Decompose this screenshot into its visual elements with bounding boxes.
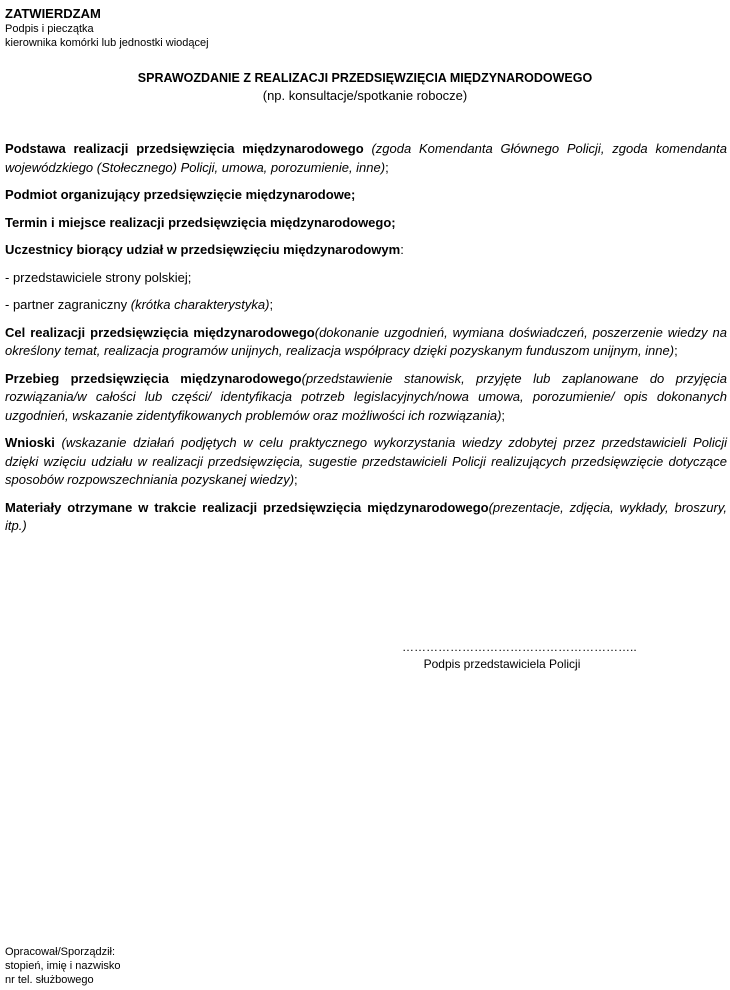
prepared-by-label: Opracował/Sporządził: xyxy=(5,946,116,958)
approval-title: ZATWIERDZAM xyxy=(5,6,101,21)
section-description: (dokonanie uzgodnień, wymiana doświadczeń, poszerzenie wiedzy na określony temat, realizacja programów unijnych, realizacja współpracy dzięki pozyskanym funduszom unijnym, inne) xyxy=(5,324,727,358)
section-date-place xyxy=(5,214,727,233)
section-description: (przedstawienie stanowisk, przyjęte lub zaplanowane do przyjęcia rozwiązania/w całości lub części/ identyfikacja potrzeb legislacyjnych/nowa umowa, porozumienie/ opis dokonanych uzgodnień, wskazanie zidentyfikowanych problemów oraz możliwości ich rozwiązania) xyxy=(5,370,727,423)
document-title: SPRAWOZDANIE Z REALIZACJI PRZEDSIĘWZIĘCIA MIĘDZYNARODOWEGO xyxy=(137,71,593,85)
section-course: Przebieg przedsięwzięcia międzynarodowego(przedstawienie stanowisk, przyjęte lub zaplanowane do przyjęcia rozwiązania/w całości lub części/ identyfikacja potrzeb legislacyjnych/nowa umowa, porozumienie/ opis dokonanych uzgodnień, wskazanie zidentyfikowanych problemów oraz możliwości ich rozwiązania); xyxy=(5,370,727,423)
approval-block xyxy=(5,6,209,50)
section-label: Przebieg przedsięwzięcia międzynarodowego xyxy=(5,370,302,386)
section-goal: Cel realizacji przedsięwzięcia międzynarodowego(dokonanie uzgodnień, wymiana doświadczeń, poszerzenie wiedzy na określony temat, realizacja programów unijnych, realizacja współpracy dzięki pozyskanym funduszom unijnym, inne); xyxy=(5,324,727,358)
section-description: (krótka charakterystyka) xyxy=(130,297,270,312)
section-label: Cel realizacji przedsięwzięcia międzynarodowego xyxy=(5,324,315,340)
list-item: - partner zagraniczny xyxy=(5,297,131,312)
section-participants: Uczestnicy biorący udział w przedsięwzięciu międzynarodowym: xyxy=(5,242,404,257)
section-description: (wskazanie działań podjętych w celu praktycznego wykorzystania wiedzy zdobytej przez przedstawicieli Policji dzięki wzięciu udziału w realizacji przedsięwzięcia, sugestie przedstawicieli Policji realizujących przedsięwzięcie dotyczące sposobów rozpowszechniania pozyskanej wiedzy) xyxy=(5,435,727,487)
section-label: Materiały otrzymane w trakcie realizacji przedsięwzięcia międzynarodowego xyxy=(5,499,489,515)
section-label: Podmiot organizujący przedsięwzięcie międzynarodowe; xyxy=(5,187,356,202)
prepared-by-name-line: stopień, imię i nazwisko xyxy=(5,960,121,972)
police-signature-block xyxy=(402,640,637,672)
section-legal-basis: Podstawa realizacji przedsięwzięcia międzynarodowego (zgoda Komendanta Głównego Policji, zgoda komendanta wojewódzkiego (Stołecznego) Policji, umowa, porozumienie, inne); xyxy=(5,141,728,175)
section-label: Uczestnicy biorący udział w przedsięwzięciu międzynarodowym xyxy=(5,242,401,257)
section-materials xyxy=(5,499,727,536)
prepared-by-block xyxy=(5,945,121,987)
signature-line: ………………………………………………….. xyxy=(402,640,637,654)
prepared-by-phone-line: nr tel. służbowego xyxy=(5,974,94,986)
section-foreign-partner: - partner zagraniczny (krótka charakterystyka); xyxy=(5,297,274,312)
section-label: Podstawa realizacji przedsięwzięcia międzynarodowego xyxy=(5,141,364,156)
section-polish-side xyxy=(5,269,727,288)
section-description: (zgoda Komendanta Głównego Policji, zgoda komendanta wojewódzkiego (Stołecznego) Policji, umowa, porozumienie, inne) xyxy=(5,141,728,175)
section-label: Termin i miejsce realizacji przedsięwzięcia międzynarodowego; xyxy=(5,214,396,230)
report-sections xyxy=(5,140,727,545)
section-description: (prezentacje, zdjęcia, wykłady, broszury, itp.) xyxy=(5,499,727,533)
approval-signature-line: Podpis i pieczątka xyxy=(5,23,94,35)
document-subtitle: (np. konsultacje/spotkanie robocze) xyxy=(262,88,468,103)
signature-label: Podpis przedstawiciela Policji xyxy=(423,657,581,671)
approval-role-line: kierownika komórki lub jednostki wiodącej xyxy=(5,37,209,49)
section-conclusions: Wnioski (wskazanie działań podjętych w celu praktycznego wykorzystania wiedzy zdobytej przez przedstawicieli Policji dzięki wzięciu udziału w realizacji przedsięwzięcia, sugestie przedstawicieli Policji realizujących przedsięwzięcie dotyczące sposobów rozpowszechniania pozyskanej wiedzy); xyxy=(5,435,727,487)
list-item: - przedstawiciele strony polskiej; xyxy=(5,269,192,285)
section-label: Wnioski xyxy=(5,435,55,450)
section-organizer xyxy=(5,186,727,205)
